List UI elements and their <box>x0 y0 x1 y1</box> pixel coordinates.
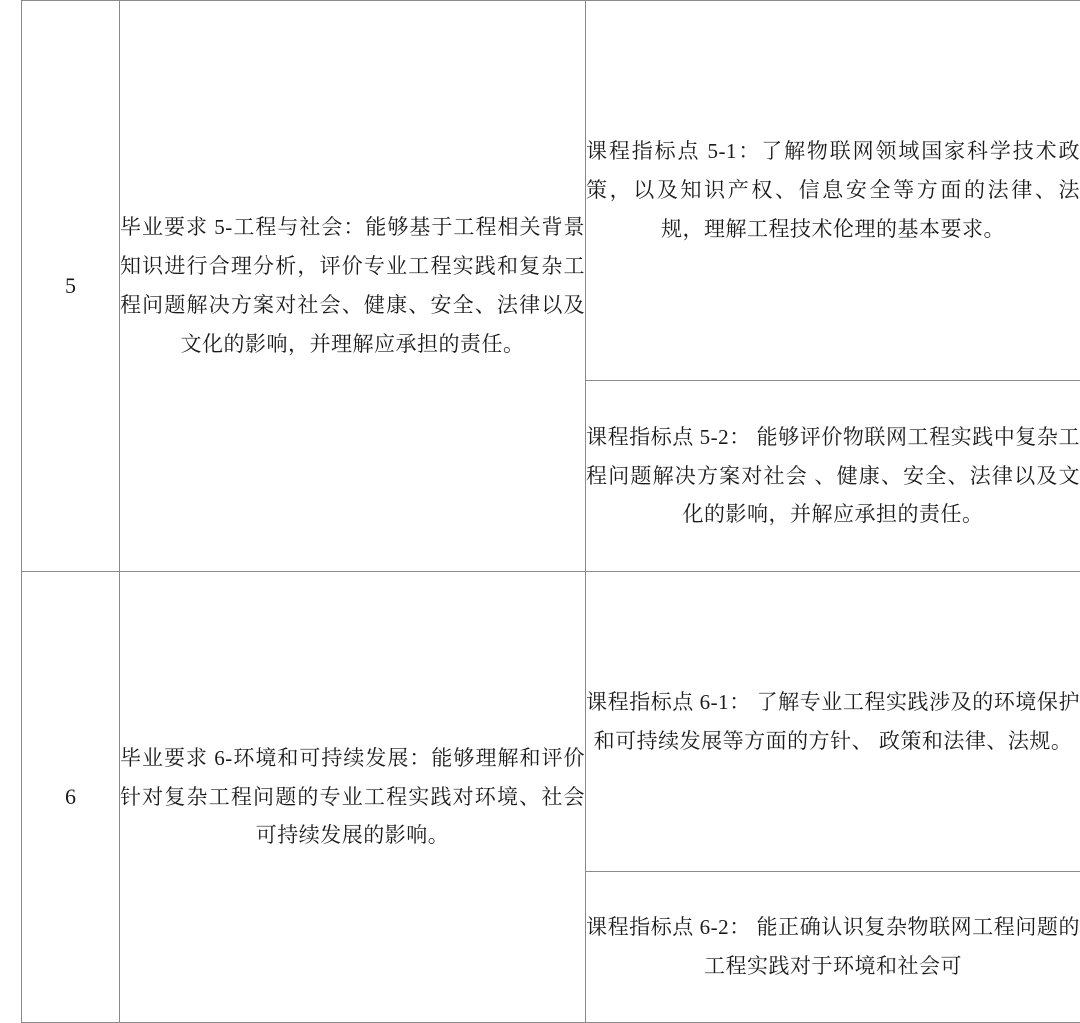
requirement-text: 毕业要求 5-工程与社会：能够基于工程相关背景知识进行合理分析，评价专业工程实践和复杂工程问题解决方案对社会、健康、安全、法律以及文化的影响，并理解应承担的责任。 <box>120 1 586 572</box>
requirement-text: 毕业要求 6-环境和可持续发展：能够理解和评价针对复杂工程问题的专业工程实践对环境、社会可持续发展的影响。 <box>120 572 586 1023</box>
indicator-text: 课程指标点 5-1：了解物联网领域国家科学技术政策，以及知识产权、信息安全等方面的法律、法规，理解工程技术伦理的基本要求。 <box>586 1 1080 381</box>
indicator-text: 课程指标点 5-2： 能够评价物联网工程实践中复杂工程问题解决方案对社会 、健康、安全、法律以及文化的影响，并解应承担的责任。 <box>586 381 1080 572</box>
table-row <box>22 1 1080 381</box>
indicator-text: 课程指标点 6-1： 了解专业工程实践涉及的环境保护和可持续发展等方面的方针、 政策和法律、法规。 <box>586 572 1080 872</box>
indicator-text: 课程指标点 6-2： 能正确认识复杂物联网工程问题的工程实践对于环境和社会可 <box>586 872 1080 1023</box>
graduation-requirements-table <box>21 0 1080 1023</box>
row-index: 6 <box>22 572 120 1023</box>
row-index: 5 <box>22 1 120 572</box>
table-row <box>22 572 1080 872</box>
